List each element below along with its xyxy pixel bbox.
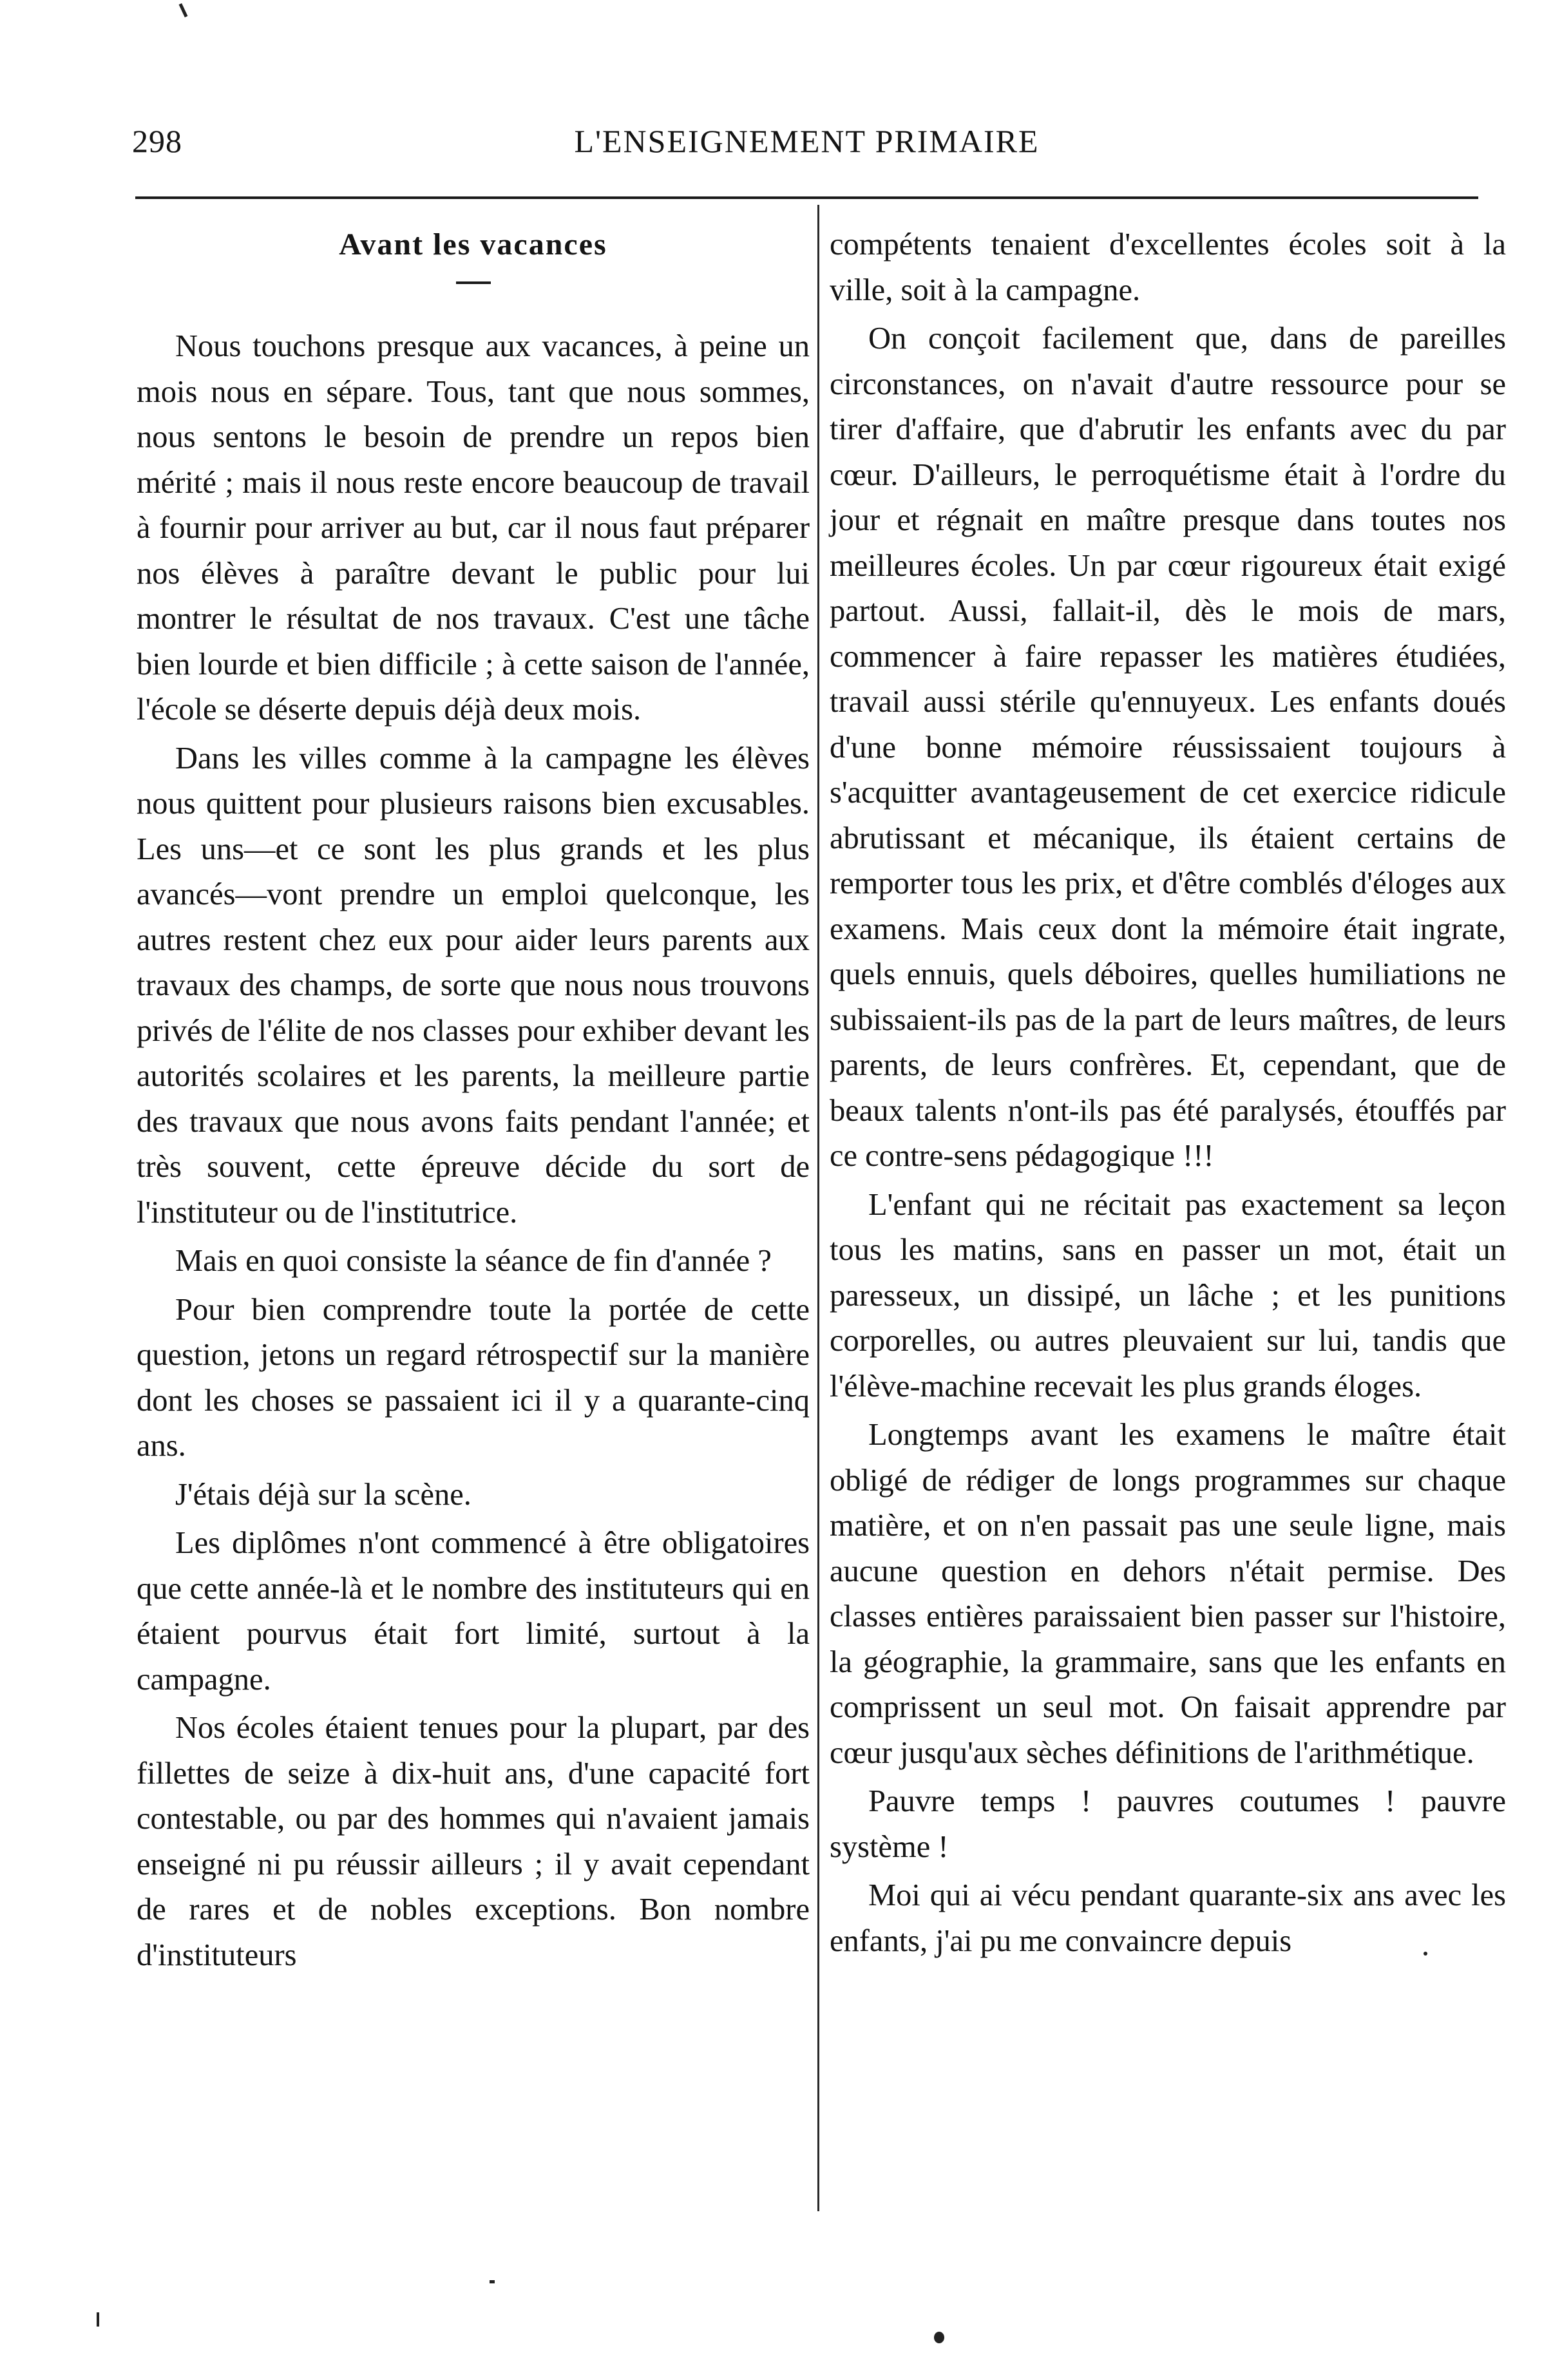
page-header (132, 122, 1481, 174)
paragraph-continued: compétents tenaient d'excellentes écoles soit à la ville, soit à la campagne. (830, 227, 1506, 307)
paragraph: J'étais déjà sur la scène. (175, 1477, 471, 1512)
article-title: Avant les vacances (339, 227, 607, 262)
header-rule (135, 196, 1478, 199)
paragraph: L'enfant qui ne récitait pas exactement sa leçon tous les matins, sans en passer un mot, était un paresseux, un dissipé, un lâche ; et les punitions corporelles, ou autres pleuvaient sur lui, tandis que l'élève-machine recevait les plus grands éloges. (830, 1187, 1506, 1404)
paragraph: Pour bien comprendre toute la portée de cette question, jetons un regard rétrospectif sur la manière dont les choses se passaient ici il y a quarante-cinq ans. (137, 1292, 810, 1463)
paragraph: Les diplômes n'ont commencé à être obligatoires que cette année-là et le nombre des instituteurs qui en étaient pourvus était fort limité, surtout à la campagne. (137, 1526, 810, 1697)
scan-speck (934, 2332, 944, 2343)
scan-speck (179, 3, 188, 17)
scan-speck (490, 2280, 495, 2283)
paragraph: Nous touchons presque aux vacances, à peine un mois nous en sépare. Tous, tant que nous sommes, nous sentons le besoin de prendre un repos bien mérité ; mais il nous reste encore beaucoup de travail à fournir pour arriver au but, car il nous faut préparer nos élèves à paraître devant le public pour lui montrer le résultat de nos travaux. C'est une tâche bien lourde et bien difficile ; à cette saison de l'année, l'école se déserte depuis déjà deux mois. (137, 329, 810, 727)
scan-speck (97, 2312, 99, 2327)
paragraph: Mais en quoi consiste la séance de fin d'année ? (175, 1244, 772, 1278)
column-divider (817, 205, 819, 2211)
running-title: L'ENSEIGNEMENT PRIMAIRE (574, 123, 1040, 159)
scan-speck (1424, 1952, 1427, 1956)
page-number: 298 (132, 123, 182, 159)
paragraph: Longtemps avant les examens le maître était obligé de rédiger de longs programmes sur chaque matière, et on n'en passait pas une seule ligne, mais aucune question en dehors n'était permise. Des classes entières paraissaient bien passer sur l'histoire, la géographie, la grammaire, sans que les enfants en comprissent un seul mot. On faisait apprendre par cœur jusqu'aux sèches définitions de l'arithmétique. (830, 1418, 1506, 1770)
paragraph: Dans les villes comme à la campagne les élèves nous quittent pour plusieurs raisons bien excusables. Les uns—et ce sont les plus grands et les plus avancés—vont prendre un emploi quelconque, les autres restent chez eux pour aider leurs parents aux travaux des champs, de sorte que nous nous trouvons privés de l'élite de nos classes pour exhiber devant les autorités scolaires et les parents, la meilleure partie des travaux que nous avons faits pendant l'année; et très souvent, cette épreuve décide du sort de l'instituteur ou de l'institutrice. (137, 741, 810, 1230)
paragraph: Moi qui ai vécu pendant quarante-six ans avec les enfants, j'ai pu me convaincre depuis (830, 1878, 1506, 1958)
left-column (137, 222, 810, 1981)
paragraph: Pauvre temps ! pauvres coutumes ! pauvre système ! (830, 1784, 1506, 1864)
paragraph: On conçoit facilement que, dans de pareilles circonstances, on n'avait d'autre ressource pour se tirer d'affaire, que d'abrutir les enfants avec du par cœur. D'ailleurs, le perroquétisme était à l'ordre du jour et régnait en maître presque dans toutes nos meilleures écoles. Un par cœur rigoureux était exigé partout. Aussi, fallait-il, dès le mois de mars, commencer à faire repasser les matières étudiées, travail aussi stérile qu'ennuyeux. Les enfants doués d'une bonne mémoire réussissaient toujours à s'acquitter avantageusement de cet exercice ridicule abrutissant et mécanique, ils étaient certains de remporter tous les prix, et d'être comblés d'éloges aux examens. Mais ceux dont la mémoire était ingrate, quels ennuis, quels déboires, quelles humiliations ne subissaient-ils pas de la part de leurs maîtres, de leurs parents, de leurs confrères. Et, cependant, que de beaux talents n'ont-ils pas été paralysés, étouffés par ce contre-sens pédagogique !!! (830, 321, 1506, 1173)
title-dash (456, 281, 491, 284)
paragraph: Nos écoles étaient tenues pour la plupart, par des fillettes de seize à dix-huit ans, d'une capacité fort contestable, ou par des hommes qui n'avaient jamais enseigné ni pu réussir ailleurs ; il y avait cependant de rares et de nobles exceptions. Bon nombre d'instituteurs (137, 1711, 810, 1972)
right-column (830, 222, 1506, 1967)
